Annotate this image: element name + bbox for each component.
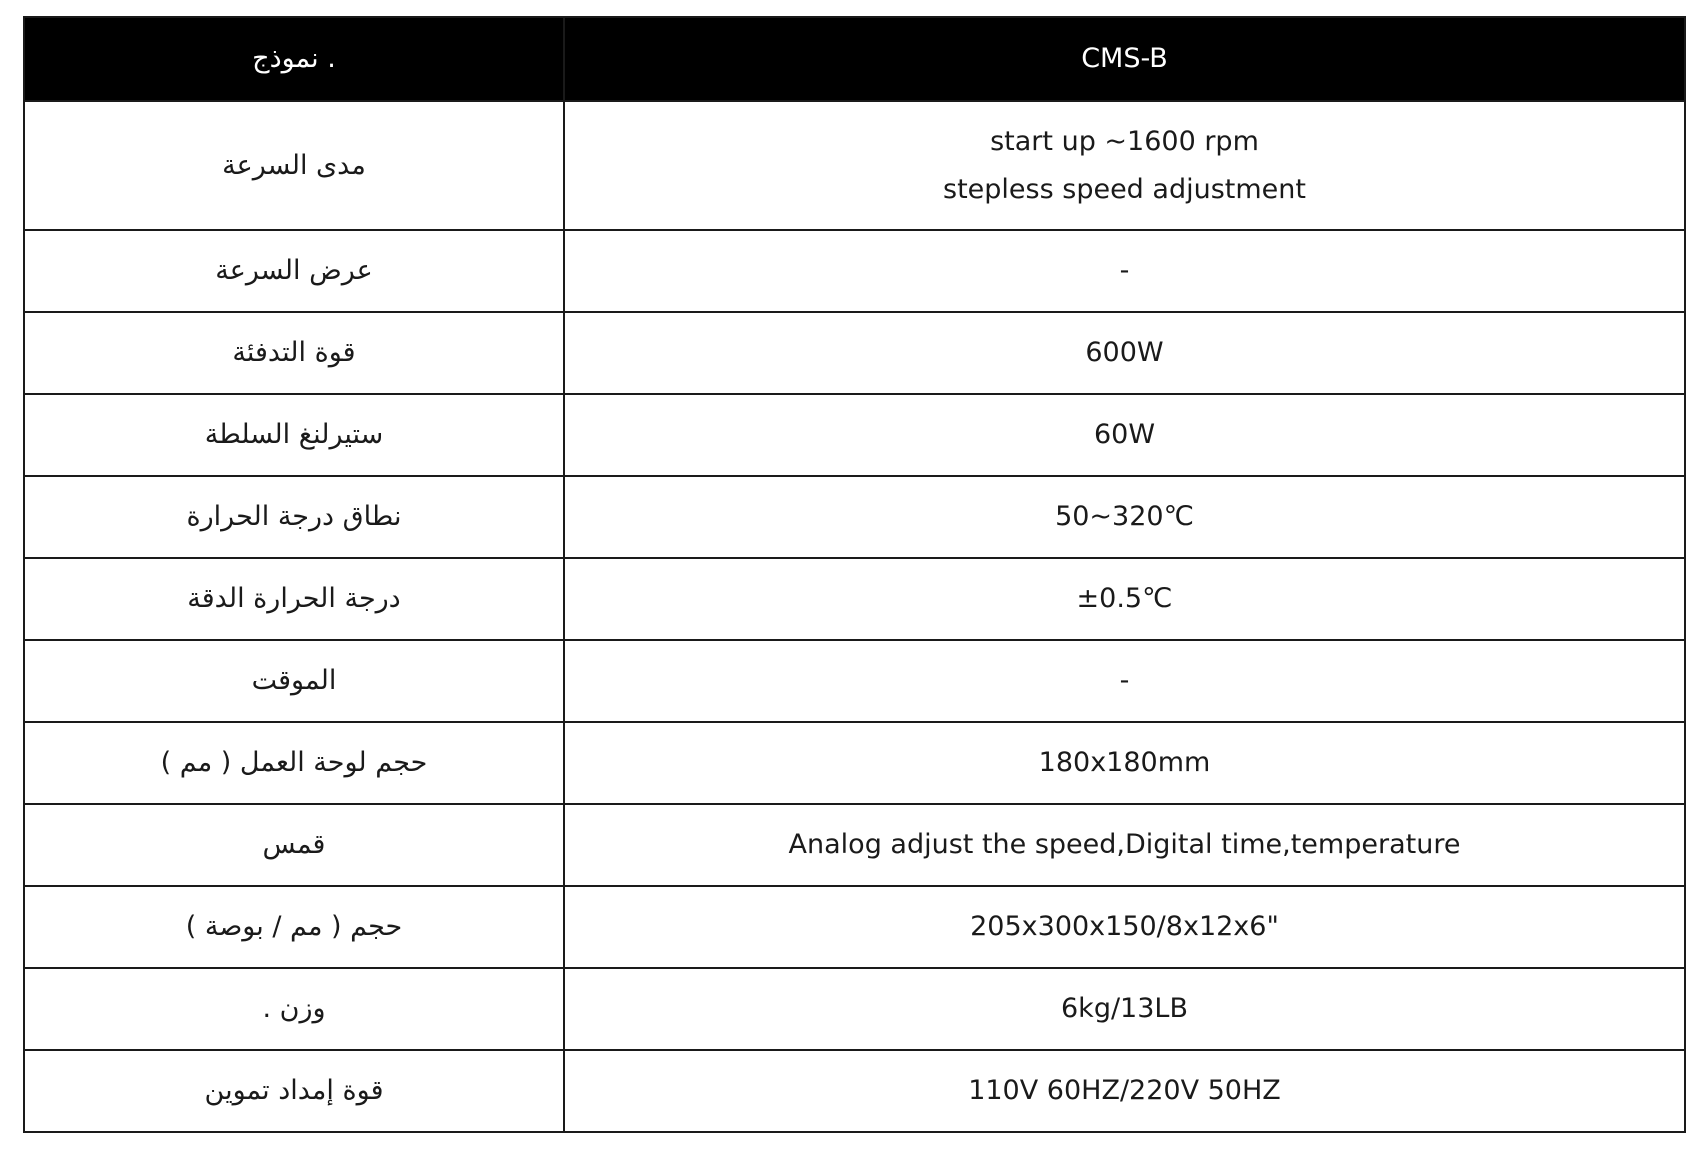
spec-value xyxy=(564,394,1685,476)
spec-label: درجة الحرارة الدقة xyxy=(24,558,564,640)
table-row xyxy=(24,230,1685,312)
table-row xyxy=(24,394,1685,476)
spec-value xyxy=(564,230,1685,312)
spec-value xyxy=(564,968,1685,1050)
spec-value-line: - xyxy=(1119,665,1130,696)
spec-label: قوة التدفئة xyxy=(24,312,564,394)
spec-value-line: 205x300x150/8x12x6" xyxy=(970,911,1279,942)
table-row xyxy=(24,312,1685,394)
spec-value-line: start up ~1600 rpm xyxy=(990,125,1259,157)
header-label: نموذج . xyxy=(24,17,564,101)
spec-value xyxy=(564,640,1685,722)
spec-value xyxy=(564,886,1685,968)
spec-value xyxy=(564,804,1685,886)
spec-value-line: Analog adjust the speed,Digital time,temperature xyxy=(788,829,1461,860)
table-row xyxy=(24,640,1685,722)
spec-label: حجم ( مم / بوصة ) xyxy=(24,886,564,968)
table-row xyxy=(24,722,1685,804)
spec-value-line: 6kg/13LB xyxy=(1061,993,1188,1024)
table-row xyxy=(24,804,1685,886)
spec-value xyxy=(564,722,1685,804)
table-header-row xyxy=(24,17,1685,101)
spec-label: الموقت xyxy=(24,640,564,722)
table-row xyxy=(24,101,1685,230)
table-row xyxy=(24,1050,1685,1132)
spec-label: حجم لوحة العمل ( مم ) xyxy=(24,722,564,804)
spec-label: مدى السرعة xyxy=(24,101,564,230)
table-row xyxy=(24,886,1685,968)
spec-value xyxy=(564,558,1685,640)
spec-value-line: 600W xyxy=(1085,337,1164,368)
spec-rows xyxy=(24,101,1685,1132)
spec-value-line: ±0.5℃ xyxy=(1076,583,1173,614)
spec-value xyxy=(564,101,1685,230)
spec-value-line: 110V 60HZ/220V 50HZ xyxy=(968,1075,1281,1106)
spec-label: قمس xyxy=(24,804,564,886)
spec-table xyxy=(23,16,1686,1133)
spec-label: قوة إمداد تموين xyxy=(24,1050,564,1132)
spec-value xyxy=(564,312,1685,394)
table-row xyxy=(24,558,1685,640)
spec-value-line: 50~320℃ xyxy=(1055,501,1194,532)
spec-label: نطاق درجة الحرارة xyxy=(24,476,564,558)
spec-label: ستيرلنغ السلطة xyxy=(24,394,564,476)
spec-value-line: 60W xyxy=(1093,419,1156,450)
table-row xyxy=(24,968,1685,1050)
spec-value-line: stepless speed adjustment xyxy=(943,173,1306,205)
spec-label: وزن . xyxy=(24,968,564,1050)
spec-value-line: - xyxy=(1119,255,1130,286)
spec-value xyxy=(564,476,1685,558)
spec-value-line: 180x180mm xyxy=(1038,747,1211,778)
table-row xyxy=(24,476,1685,558)
spec-value xyxy=(564,1050,1685,1132)
header-model-value: CMS-B xyxy=(564,17,1685,101)
spec-label: عرض السرعة xyxy=(24,230,564,312)
